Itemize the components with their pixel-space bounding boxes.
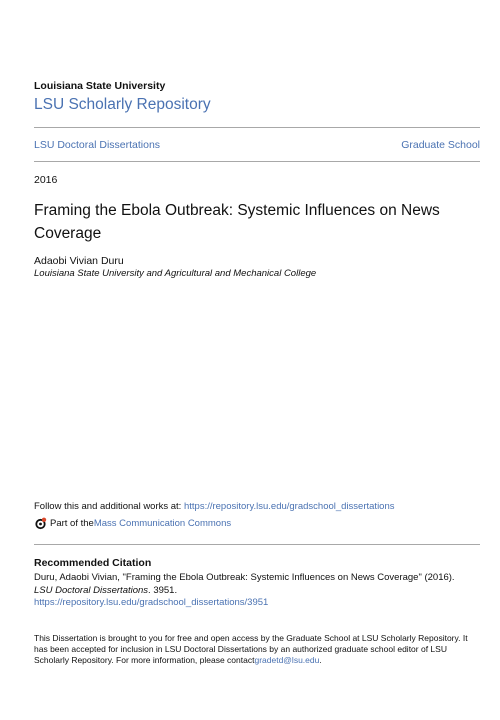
citation-block [34, 572, 474, 610]
commons-link[interactable]: Mass Communication Commons [93, 518, 232, 529]
citation-number: . 3951. [148, 584, 178, 596]
top-divider [34, 127, 480, 128]
citation-url-link[interactable]: https://repository.lsu.edu/gradschool_dissertations/3951 [34, 597, 269, 608]
series-link[interactable]: LSU Doctoral Dissertations [34, 139, 161, 151]
citation-text: Duru, Adaobi Vivian, "Framing the Ebola Outbreak: Systemic Influences on News Coverage" (2016). [34, 572, 455, 583]
series-divider [34, 161, 480, 162]
contact-email-link[interactable]: gradetd@lsu.edu [254, 655, 320, 665]
follow-line [34, 501, 395, 512]
notice-end: . [319, 655, 322, 665]
citation-heading: Recommended Citation [34, 557, 152, 569]
access-notice [34, 633, 474, 666]
department-link[interactable]: Graduate School [401, 139, 480, 151]
author-affiliation: Louisiana State University and Agricultural and Mechanical College [34, 268, 317, 279]
publication-year: 2016 [34, 174, 58, 186]
notice-text: This Dissertation is brought to you for free and open access by the Graduate School at LSU Scholarly Repository. It has been accepted for inclusion in LSU Doctoral Dissertations by an authorized graduate school editor of LSU Scholarly Repository. For more information, please contact [34, 633, 468, 665]
repository-link[interactable]: LSU Scholarly Repository [34, 96, 211, 113]
follow-url-link[interactable]: https://repository.lsu.edu/gradschool_dissertations [183, 501, 395, 512]
citation-series: LSU Doctoral Dissertations [34, 584, 149, 596]
follow-prefix: Follow this and additional works at: [34, 501, 184, 512]
author-name: Adaobi Vivian Duru [34, 255, 124, 267]
commons-network-icon [34, 517, 47, 530]
citation-divider [34, 544, 480, 545]
document-title: Framing the Ebola Outbreak: Systemic Influences on News Coverage [34, 202, 440, 242]
part-of-prefix: Part of the [50, 518, 94, 529]
part-of-line [34, 517, 231, 530]
institution-name: Louisiana State University [34, 80, 166, 92]
